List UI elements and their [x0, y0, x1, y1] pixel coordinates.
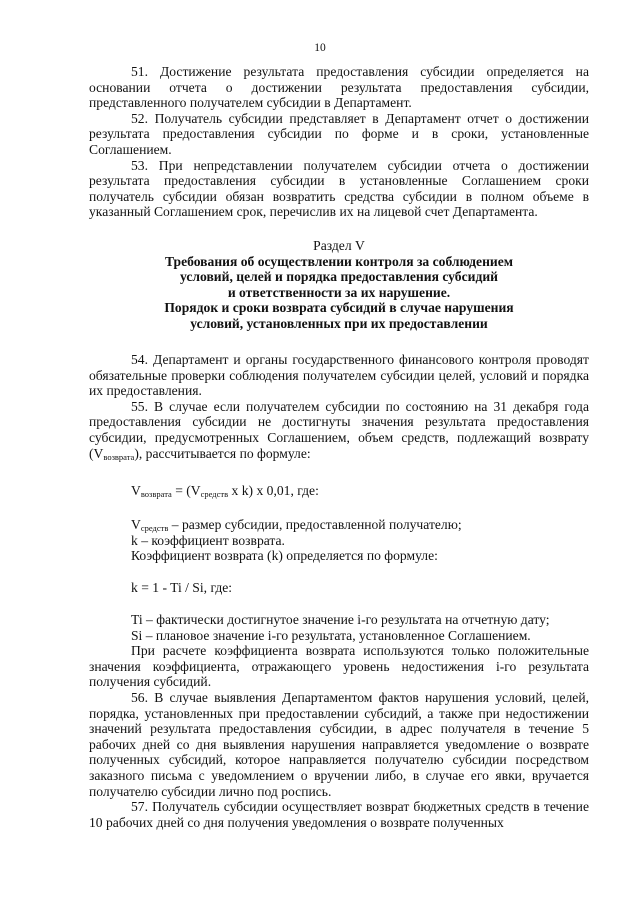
heading-line-1: Требования об осуществлении контроля за соблюдением — [164, 253, 514, 269]
formula-2-block — [89, 580, 589, 596]
formula-2: k = 1 - Ti / Si, где: — [131, 580, 233, 595]
coefficient-intro: Коэффициент возврата (k) определяется по формуле: — [131, 548, 438, 564]
formula-1-end: x k) x 0,01, где: — [228, 483, 319, 498]
paragraph-55-text: 55. В случае если получателем субсидии по состоянию на 31 декабря года предоставления субсидии не достигнуты значения результата предоставления субсидии, предусмотренных Соглашением, объем средств, подлежащий возврату (V — [89, 398, 589, 461]
paragraph-56: 56. В случае выявления Департаментом фактов нарушения условий, целей, порядка, установленных при предоставлении субсидий, а также при недостижении значений результата предоставления субсидии, в адрес получателя в течение 5 рабочих дней со дня выявления нарушения направляется уведомление о возврате полученных субсидий, которое направляется получателю субсидии посредством заказного письма с уведомлением о вручении либо, в случае его явки, вручается получателю субсидии лично под роспись. — [89, 689, 589, 799]
definition-v-letter: V — [131, 517, 141, 532]
heading-line-2: условий, целей и порядка предоставления субсидий — [179, 269, 499, 285]
paragraph-55-end: ), рассчитывается по формуле: — [134, 445, 311, 461]
paragraph-53: 53. При непредставлении получателем субсидии отчета о достижении результата предоставления субсидии в установленные Соглашением сроки получатель субсидии обязан возвратить средства субсидии в полном объеме в указанный Соглашением срок, перечислив их на лицевой счет Департамента. — [89, 157, 589, 220]
formula-1-v: V — [131, 483, 141, 498]
paragraphs-54-55 — [89, 352, 589, 461]
formula-1-sub-1: возврата — [140, 489, 172, 499]
paragraph-57: 57. Получатель субсидии осуществляет возврат бюджетных средств в течение 10 рабочих дней со дня получения уведомления о возврате полученных — [89, 799, 589, 830]
paragraph-51: 51. Достижение результата предоставления субсидии определяется на основании отчета о достижении результата предоставления субсидии, представленного получателем субсидии в Департамент. — [89, 64, 589, 111]
definition-si: Si – плановое значение i-го результата, установленное Соглашением. — [131, 627, 531, 643]
definition-v-text: – размер субсидии, предоставленной получателю; — [168, 517, 462, 532]
definition-v-subscript: средств — [140, 523, 169, 533]
heading-line-4: Порядок и сроки возврата субсидий в случае нарушения — [164, 300, 514, 316]
paragraphs-top — [89, 64, 589, 220]
page-number: 10 — [314, 42, 326, 54]
paragraph-55-subscript: возврата — [103, 451, 135, 462]
formula-1-mid: = (V — [171, 483, 201, 498]
heading-line-3: и ответственности за их нарушение. — [227, 284, 451, 300]
definition-k: k – коэффициент возврата. — [131, 532, 285, 548]
definitions-2 — [89, 612, 589, 830]
section-label: Раздел V — [313, 238, 365, 253]
definition-ti: Ti – фактически достигнутое значение i-го результата на отчетную дату; — [131, 612, 550, 627]
section-heading — [89, 238, 589, 332]
formula-1 — [89, 483, 589, 499]
paragraph-55 — [89, 399, 589, 461]
definition-v — [89, 517, 589, 533]
definitions-1 — [89, 517, 589, 564]
heading-line-5: условий, установленных при их предоставлении — [190, 315, 488, 331]
formula-1-sub-2: средств — [200, 489, 229, 499]
paragraph-52: 52. Получатель субсидии представляет в Департамент отчет о достижении результата предоставления субсидии по форме и в сроки, установленные Соглашением. — [89, 110, 589, 157]
paragraph-54: 54. Департамент и органы государственного финансового контроля проводят обязательные проверки соблюдения получателем субсидии целей, условий и порядка их предоставления. — [89, 352, 589, 399]
paragraph-calculation: При расчете коэффициента возврата используются только положительные значения коэффициента, отражающего уровень недостижения i-го результата получения субсидий. — [89, 643, 589, 690]
